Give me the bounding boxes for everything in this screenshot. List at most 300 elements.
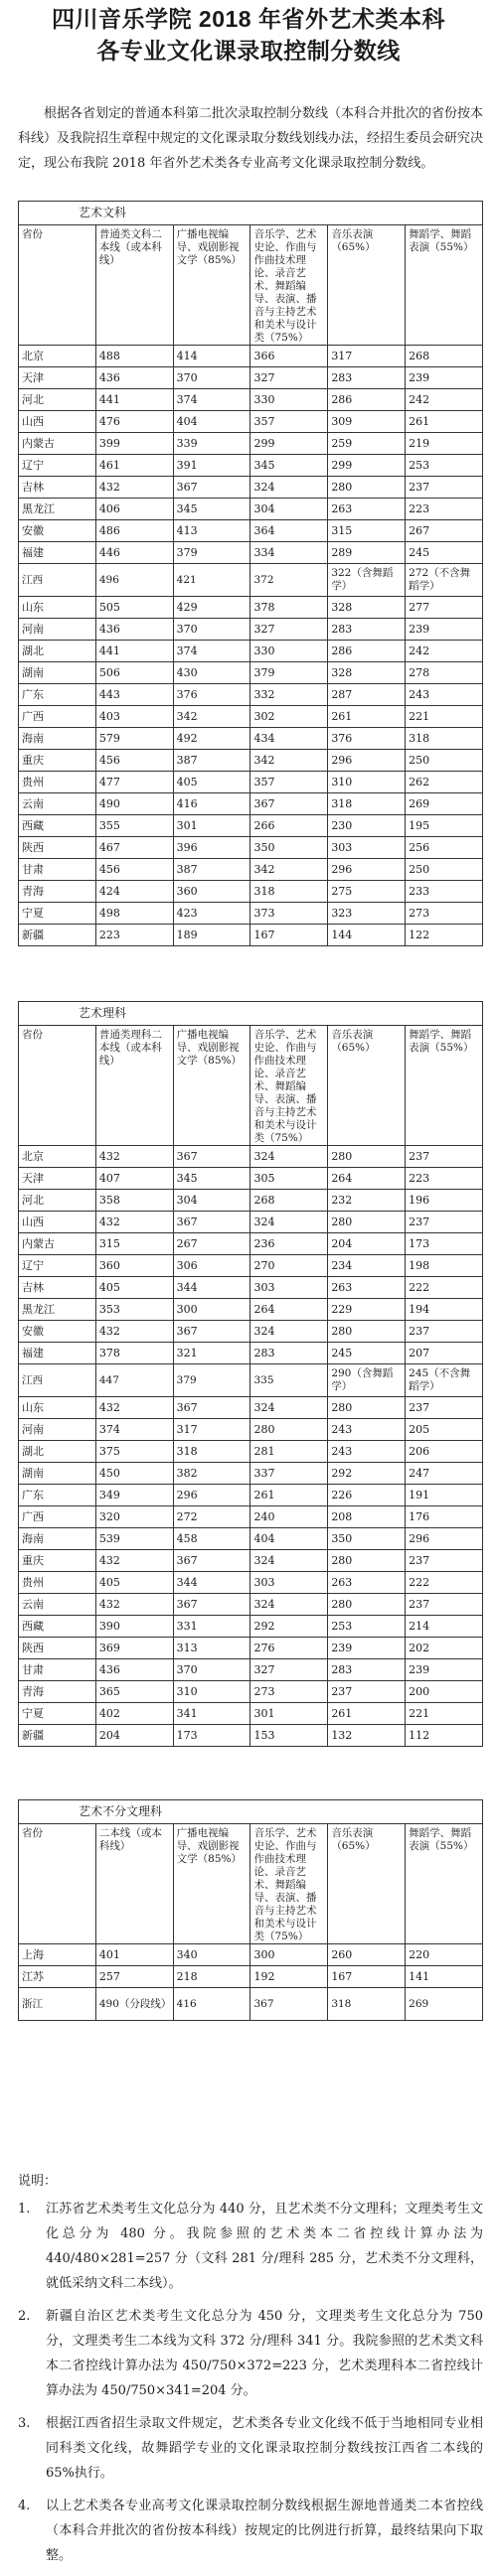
score-cell: 360 xyxy=(173,881,250,903)
score-cell: 334 xyxy=(250,542,328,564)
note-text: 根据江西省招生录取文件规定，艺术类各专业文化线不低于当地相同专业相同科类文化线，故舞蹈学专业的文化课录取控制分数线按江西省二本线的 65%执行。 xyxy=(46,2416,483,2481)
score-cell: 302 xyxy=(250,706,328,728)
score-cell: 432 xyxy=(95,1550,173,1572)
score-cell: 232 xyxy=(328,1190,406,1212)
score-cell: 303 xyxy=(328,837,406,859)
province-cell: 云南 xyxy=(19,793,96,815)
province-cell: 浙江 xyxy=(19,1988,96,2021)
score-cell: 191 xyxy=(406,1485,483,1506)
header-cell: 舞蹈学、舞蹈表演（55%） xyxy=(406,1824,483,1944)
notes-label: 说明： xyxy=(18,2174,58,2189)
score-cell: 272（不含舞蹈学） xyxy=(406,564,483,597)
table-row xyxy=(19,1146,483,1168)
score-cell: 370 xyxy=(173,367,250,389)
score-cell: 387 xyxy=(173,859,250,881)
score-cell: 379 xyxy=(173,1364,250,1397)
province-cell: 福建 xyxy=(19,542,96,564)
province-cell: 湖北 xyxy=(19,641,96,662)
score-cell: 367 xyxy=(173,1321,250,1343)
score-cell: 226 xyxy=(328,1485,406,1506)
table-row xyxy=(19,1190,483,1212)
score-cell: 358 xyxy=(95,1190,173,1212)
score-cell: 276 xyxy=(250,1638,328,1659)
score-cell: 447 xyxy=(95,1364,173,1397)
score-cell: 387 xyxy=(173,750,250,772)
score-cell: 237 xyxy=(406,1212,483,1233)
score-cell: 267 xyxy=(406,520,483,542)
table-row xyxy=(19,1212,483,1233)
score-cell: 441 xyxy=(95,389,173,411)
table-row xyxy=(19,455,483,477)
score-cell: 239 xyxy=(406,1659,483,1681)
score-cell: 492 xyxy=(173,728,250,750)
score-cell: 259 xyxy=(328,433,406,455)
header-cell: 音乐学、艺术史论、作曲与作曲技术理论、录音艺术、舞蹈编导、表演、播音与主持艺术和美术与设计类（75%） xyxy=(250,1824,328,1944)
table-header-row xyxy=(19,1824,483,1944)
score-cell: 264 xyxy=(328,1168,406,1190)
table-row xyxy=(19,837,483,859)
score-cell: 365 xyxy=(95,1681,173,1703)
score-cell: 405 xyxy=(95,1277,173,1299)
province-cell: 广东 xyxy=(19,684,96,706)
score-cell: 337 xyxy=(250,1463,328,1485)
score-cell: 239 xyxy=(406,619,483,641)
score-cell: 269 xyxy=(406,793,483,815)
score-cell: 498 xyxy=(95,903,173,925)
score-cell: 350 xyxy=(328,1528,406,1550)
score-cell: 222 xyxy=(406,1277,483,1299)
score-cell: 432 xyxy=(95,1212,173,1233)
score-cell: 434 xyxy=(250,728,328,750)
table-row xyxy=(19,1255,483,1277)
score-cell: 430 xyxy=(173,662,250,684)
table-arts-science xyxy=(18,1001,483,1747)
score-cell: 300 xyxy=(173,1299,250,1321)
score-cell: 344 xyxy=(173,1572,250,1594)
province-cell: 吉林 xyxy=(19,477,96,499)
score-cell: 200 xyxy=(406,1681,483,1703)
province-cell: 河南 xyxy=(19,619,96,641)
score-cell: 287 xyxy=(328,684,406,706)
score-cell: 240 xyxy=(250,1506,328,1528)
score-cell: 263 xyxy=(328,499,406,520)
score-cell: 357 xyxy=(250,411,328,433)
table-row xyxy=(19,1594,483,1616)
province-cell: 湖南 xyxy=(19,1463,96,1485)
score-cell: 278 xyxy=(406,662,483,684)
score-cell: 318 xyxy=(250,881,328,903)
score-cell: 367 xyxy=(173,1550,250,1572)
table-row xyxy=(19,641,483,662)
score-cell: 461 xyxy=(95,455,173,477)
score-cell: 406 xyxy=(95,499,173,520)
score-cell: 301 xyxy=(173,815,250,837)
score-cell: 539 xyxy=(95,1528,173,1550)
header-cell: 音乐表演（65%） xyxy=(328,225,406,346)
score-cell: 318 xyxy=(406,728,483,750)
score-cell: 268 xyxy=(250,1190,328,1212)
table-row xyxy=(19,499,483,520)
province-cell: 新疆 xyxy=(19,925,96,946)
table-row xyxy=(19,662,483,684)
note-number: 1. xyxy=(18,2202,31,2217)
score-cell: 273 xyxy=(250,1681,328,1703)
score-cell: 355 xyxy=(95,815,173,837)
score-cell: 315 xyxy=(328,520,406,542)
score-cell: 488 xyxy=(95,346,173,367)
province-cell: 山西 xyxy=(19,411,96,433)
score-cell: 360 xyxy=(95,1255,173,1277)
score-cell: 173 xyxy=(173,1725,250,1747)
score-cell: 353 xyxy=(95,1299,173,1321)
province-cell: 青海 xyxy=(19,1681,96,1703)
score-cell: 432 xyxy=(95,1594,173,1616)
table-row xyxy=(19,542,483,564)
score-cell: 421 xyxy=(173,564,250,597)
score-cell: 330 xyxy=(250,641,328,662)
score-cell: 250 xyxy=(406,859,483,881)
score-cell: 261 xyxy=(328,1703,406,1725)
table-row xyxy=(19,793,483,815)
province-cell: 黑龙江 xyxy=(19,499,96,520)
province-cell: 河北 xyxy=(19,1190,96,1212)
score-cell: 367 xyxy=(173,1146,250,1168)
score-cell: 367 xyxy=(250,1988,328,2021)
table-row xyxy=(19,1528,483,1550)
province-cell: 天津 xyxy=(19,367,96,389)
score-cell: 301 xyxy=(250,1703,328,1725)
score-cell: 218 xyxy=(173,1966,250,1988)
header-cell: 省份 xyxy=(19,1824,96,1944)
header-cell: 广播电视编导、戏剧影视文学（85%） xyxy=(173,1824,250,1944)
table-row xyxy=(19,1725,483,1747)
table-arts-unified xyxy=(18,1799,483,2021)
score-cell: 506 xyxy=(95,662,173,684)
table-row xyxy=(19,1944,483,1966)
score-cell: 292 xyxy=(250,1616,328,1638)
table-row xyxy=(19,925,483,946)
score-cell: 378 xyxy=(95,1343,173,1364)
table-row xyxy=(19,684,483,706)
score-cell: 374 xyxy=(173,641,250,662)
score-cell: 413 xyxy=(173,520,250,542)
table-row xyxy=(19,346,483,367)
score-cell: 304 xyxy=(173,1190,250,1212)
table-row xyxy=(19,1506,483,1528)
score-cell: 372 xyxy=(250,564,328,597)
province-cell: 黑龙江 xyxy=(19,1299,96,1321)
score-cell: 280 xyxy=(328,1397,406,1419)
score-cell: 229 xyxy=(328,1299,406,1321)
province-cell: 重庆 xyxy=(19,750,96,772)
score-cell: 396 xyxy=(173,837,250,859)
table-row xyxy=(19,815,483,837)
score-cell: 269 xyxy=(406,1988,483,2021)
score-cell: 237 xyxy=(406,1146,483,1168)
score-cell: 296 xyxy=(328,859,406,881)
header-cell: 二本线（或本科线） xyxy=(95,1824,173,1944)
score-cell: 242 xyxy=(406,641,483,662)
score-cell: 245 xyxy=(406,542,483,564)
province-cell: 广西 xyxy=(19,1506,96,1528)
table-row xyxy=(19,1966,483,1988)
score-cell: 268 xyxy=(406,346,483,367)
score-cell: 436 xyxy=(95,619,173,641)
score-cell: 221 xyxy=(406,1703,483,1725)
score-cell: 342 xyxy=(250,750,328,772)
score-cell: 233 xyxy=(406,881,483,903)
score-cell: 327 xyxy=(250,619,328,641)
score-cell: 367 xyxy=(173,477,250,499)
score-cell: 189 xyxy=(173,925,250,946)
score-cell: 277 xyxy=(406,597,483,619)
score-cell: 324 xyxy=(250,1146,328,1168)
score-cell: 310 xyxy=(328,772,406,793)
score-cell: 379 xyxy=(250,662,328,684)
table-row xyxy=(19,1397,483,1419)
score-cell: 260 xyxy=(328,1944,406,1966)
score-cell: 321 xyxy=(173,1343,250,1364)
score-cell: 280 xyxy=(328,1321,406,1343)
score-cell: 283 xyxy=(250,1343,328,1364)
table-row xyxy=(19,1703,483,1725)
header-cell: 省份 xyxy=(19,1026,96,1146)
score-cell: 345 xyxy=(173,1168,250,1190)
score-cell: 401 xyxy=(95,1944,173,1966)
table-row xyxy=(19,564,483,597)
table-row xyxy=(19,1441,483,1463)
score-cell: 423 xyxy=(173,903,250,925)
score-cell: 207 xyxy=(406,1343,483,1364)
table-row xyxy=(19,1364,483,1397)
province-cell: 吉林 xyxy=(19,1277,96,1299)
score-cell: 264 xyxy=(250,1299,328,1321)
table-row xyxy=(19,477,483,499)
province-cell: 陕西 xyxy=(19,837,96,859)
score-cell: 367 xyxy=(173,1594,250,1616)
score-cell: 300 xyxy=(250,1944,328,1966)
score-cell: 349 xyxy=(95,1485,173,1506)
score-cell: 327 xyxy=(250,367,328,389)
score-cell: 206 xyxy=(406,1441,483,1463)
score-cell: 324 xyxy=(250,477,328,499)
header-cell: 音乐表演（65%） xyxy=(328,1026,406,1146)
province-cell: 内蒙古 xyxy=(19,433,96,455)
score-cell: 340 xyxy=(173,1944,250,1966)
score-cell: 253 xyxy=(328,1616,406,1638)
page-title-line1: 四川音乐学院 2018 年省外艺术类本科 xyxy=(52,6,445,32)
score-cell: 280 xyxy=(328,1550,406,1572)
score-cell: 367 xyxy=(173,1212,250,1233)
score-cell: 432 xyxy=(95,477,173,499)
score-cell: 505 xyxy=(95,597,173,619)
score-cell: 283 xyxy=(328,1659,406,1681)
score-cell: 458 xyxy=(173,1528,250,1550)
province-cell: 辽宁 xyxy=(19,1255,96,1277)
header-cell: 音乐学、艺术史论、作曲与作曲技术理论、录音艺术、舞蹈编导、表演、播音与主持艺术和美术与设计类（75%） xyxy=(250,1026,328,1146)
table-header-row xyxy=(19,1026,483,1146)
score-cell: 280 xyxy=(328,1212,406,1233)
score-cell: 496 xyxy=(95,564,173,597)
table-row xyxy=(19,411,483,433)
score-cell: 205 xyxy=(406,1419,483,1441)
province-cell: 安徽 xyxy=(19,520,96,542)
note-item xyxy=(18,2197,483,2296)
score-cell: 341 xyxy=(173,1703,250,1725)
score-cell: 303 xyxy=(250,1277,328,1299)
province-cell: 湖南 xyxy=(19,662,96,684)
score-cell: 476 xyxy=(95,411,173,433)
score-cell: 305 xyxy=(250,1168,328,1190)
score-cell: 330 xyxy=(250,389,328,411)
score-cell: 490 xyxy=(95,793,173,815)
score-cell: 414 xyxy=(173,346,250,367)
score-cell: 198 xyxy=(406,1255,483,1277)
section-heading: 艺术不分文理科 xyxy=(19,1800,483,1824)
score-cell: 236 xyxy=(250,1233,328,1255)
score-cell: 234 xyxy=(328,1255,406,1277)
score-cell: 399 xyxy=(95,433,173,455)
score-cell: 283 xyxy=(328,619,406,641)
score-cell: 270 xyxy=(250,1255,328,1277)
score-cell: 204 xyxy=(328,1233,406,1255)
score-cell: 202 xyxy=(406,1638,483,1659)
score-cell: 173 xyxy=(406,1233,483,1255)
score-cell: 369 xyxy=(95,1638,173,1659)
score-cell: 245（不含舞蹈学） xyxy=(406,1364,483,1397)
score-cell: 290（含舞蹈学） xyxy=(328,1364,406,1397)
note-number: 3. xyxy=(18,2416,31,2431)
score-cell: 432 xyxy=(95,1321,173,1343)
score-cell: 490（分段线） xyxy=(95,1988,173,2021)
score-cell: 374 xyxy=(95,1419,173,1441)
score-cell: 208 xyxy=(328,1506,406,1528)
table-row xyxy=(19,750,483,772)
score-cell: 220 xyxy=(406,1944,483,1966)
score-cell: 382 xyxy=(173,1463,250,1485)
note-item xyxy=(18,2304,483,2403)
score-cell: 195 xyxy=(406,815,483,837)
province-cell: 新疆 xyxy=(19,1725,96,1747)
score-cell: 367 xyxy=(173,1397,250,1419)
score-cell: 250 xyxy=(406,750,483,772)
notes-list xyxy=(18,2197,483,2576)
score-cell: 292 xyxy=(328,1463,406,1485)
score-cell: 436 xyxy=(95,1659,173,1681)
province-cell: 宁夏 xyxy=(19,1703,96,1725)
score-cell: 261 xyxy=(250,1485,328,1506)
score-cell: 432 xyxy=(95,1146,173,1168)
score-cell: 404 xyxy=(173,411,250,433)
score-cell: 242 xyxy=(406,389,483,411)
score-cell: 416 xyxy=(173,1988,250,2021)
score-cell: 324 xyxy=(250,1321,328,1343)
table-row xyxy=(19,728,483,750)
score-cell: 322（含舞蹈学） xyxy=(328,564,406,597)
score-cell: 132 xyxy=(328,1725,406,1747)
score-cell: 327 xyxy=(250,1659,328,1681)
score-cell: 112 xyxy=(406,1725,483,1747)
score-cell: 328 xyxy=(328,597,406,619)
note-text: 新疆自治区艺术类考生文化总分为 450 分，文理类考生文化总分为 750 分，文理类考生二本线为文科 372 分/理科 341 分。我院参照的艺术类文科本二省控线计算办法为 450/750×372=223 分，艺术类理科本二省控线计算办法为 450/750×341=204 分。 xyxy=(46,2309,483,2398)
table-header-row xyxy=(19,225,483,346)
score-cell: 317 xyxy=(173,1419,250,1441)
score-cell: 299 xyxy=(250,433,328,455)
province-cell: 贵州 xyxy=(19,772,96,793)
score-cell: 324 xyxy=(250,1550,328,1572)
table-row xyxy=(19,706,483,728)
score-cell: 223 xyxy=(95,925,173,946)
province-cell: 云南 xyxy=(19,1594,96,1616)
score-cell: 335 xyxy=(250,1364,328,1397)
score-cell: 239 xyxy=(406,367,483,389)
score-cell: 280 xyxy=(328,477,406,499)
score-cell: 237 xyxy=(328,1681,406,1703)
score-cell: 214 xyxy=(406,1616,483,1638)
section-heading: 艺术理科 xyxy=(19,1002,483,1026)
score-cell: 266 xyxy=(250,815,328,837)
province-cell: 西藏 xyxy=(19,815,96,837)
header-cell: 省份 xyxy=(19,225,96,346)
table-row xyxy=(19,772,483,793)
score-cell: 456 xyxy=(95,750,173,772)
score-cell: 436 xyxy=(95,367,173,389)
score-cell: 280 xyxy=(250,1419,328,1441)
score-cell: 204 xyxy=(95,1725,173,1747)
province-cell: 甘肃 xyxy=(19,859,96,881)
score-cell: 344 xyxy=(173,1277,250,1299)
note-number: 2. xyxy=(18,2309,31,2324)
score-cell: 296 xyxy=(173,1485,250,1506)
score-cell: 243 xyxy=(328,1441,406,1463)
table-row xyxy=(19,1485,483,1506)
score-cell: 318 xyxy=(328,793,406,815)
score-cell: 144 xyxy=(328,925,406,946)
table-arts-liberal xyxy=(18,201,483,946)
score-cell: 176 xyxy=(406,1506,483,1528)
table-row xyxy=(19,367,483,389)
province-cell: 湖北 xyxy=(19,1441,96,1463)
score-cell: 416 xyxy=(173,793,250,815)
score-cell: 424 xyxy=(95,881,173,903)
province-cell: 江西 xyxy=(19,1364,96,1397)
score-cell: 261 xyxy=(328,706,406,728)
score-cell: 243 xyxy=(406,684,483,706)
score-cell: 303 xyxy=(250,1572,328,1594)
score-cell: 141 xyxy=(406,1966,483,1988)
score-cell: 219 xyxy=(406,433,483,455)
province-cell: 重庆 xyxy=(19,1550,96,1572)
score-cell: 286 xyxy=(328,641,406,662)
score-cell: 477 xyxy=(95,772,173,793)
score-cell: 324 xyxy=(250,1397,328,1419)
score-cell: 309 xyxy=(328,411,406,433)
score-cell: 375 xyxy=(95,1441,173,1463)
score-cell: 376 xyxy=(328,728,406,750)
score-cell: 373 xyxy=(250,903,328,925)
province-cell: 甘肃 xyxy=(19,1659,96,1681)
score-cell: 247 xyxy=(406,1463,483,1485)
score-cell: 280 xyxy=(328,1146,406,1168)
province-cell: 江西 xyxy=(19,564,96,597)
score-cell: 328 xyxy=(328,662,406,684)
province-cell: 江苏 xyxy=(19,1966,96,1988)
score-cell: 280 xyxy=(328,1594,406,1616)
score-cell: 237 xyxy=(406,1550,483,1572)
score-cell: 331 xyxy=(173,1616,250,1638)
score-cell: 432 xyxy=(95,1397,173,1419)
score-cell: 261 xyxy=(406,411,483,433)
